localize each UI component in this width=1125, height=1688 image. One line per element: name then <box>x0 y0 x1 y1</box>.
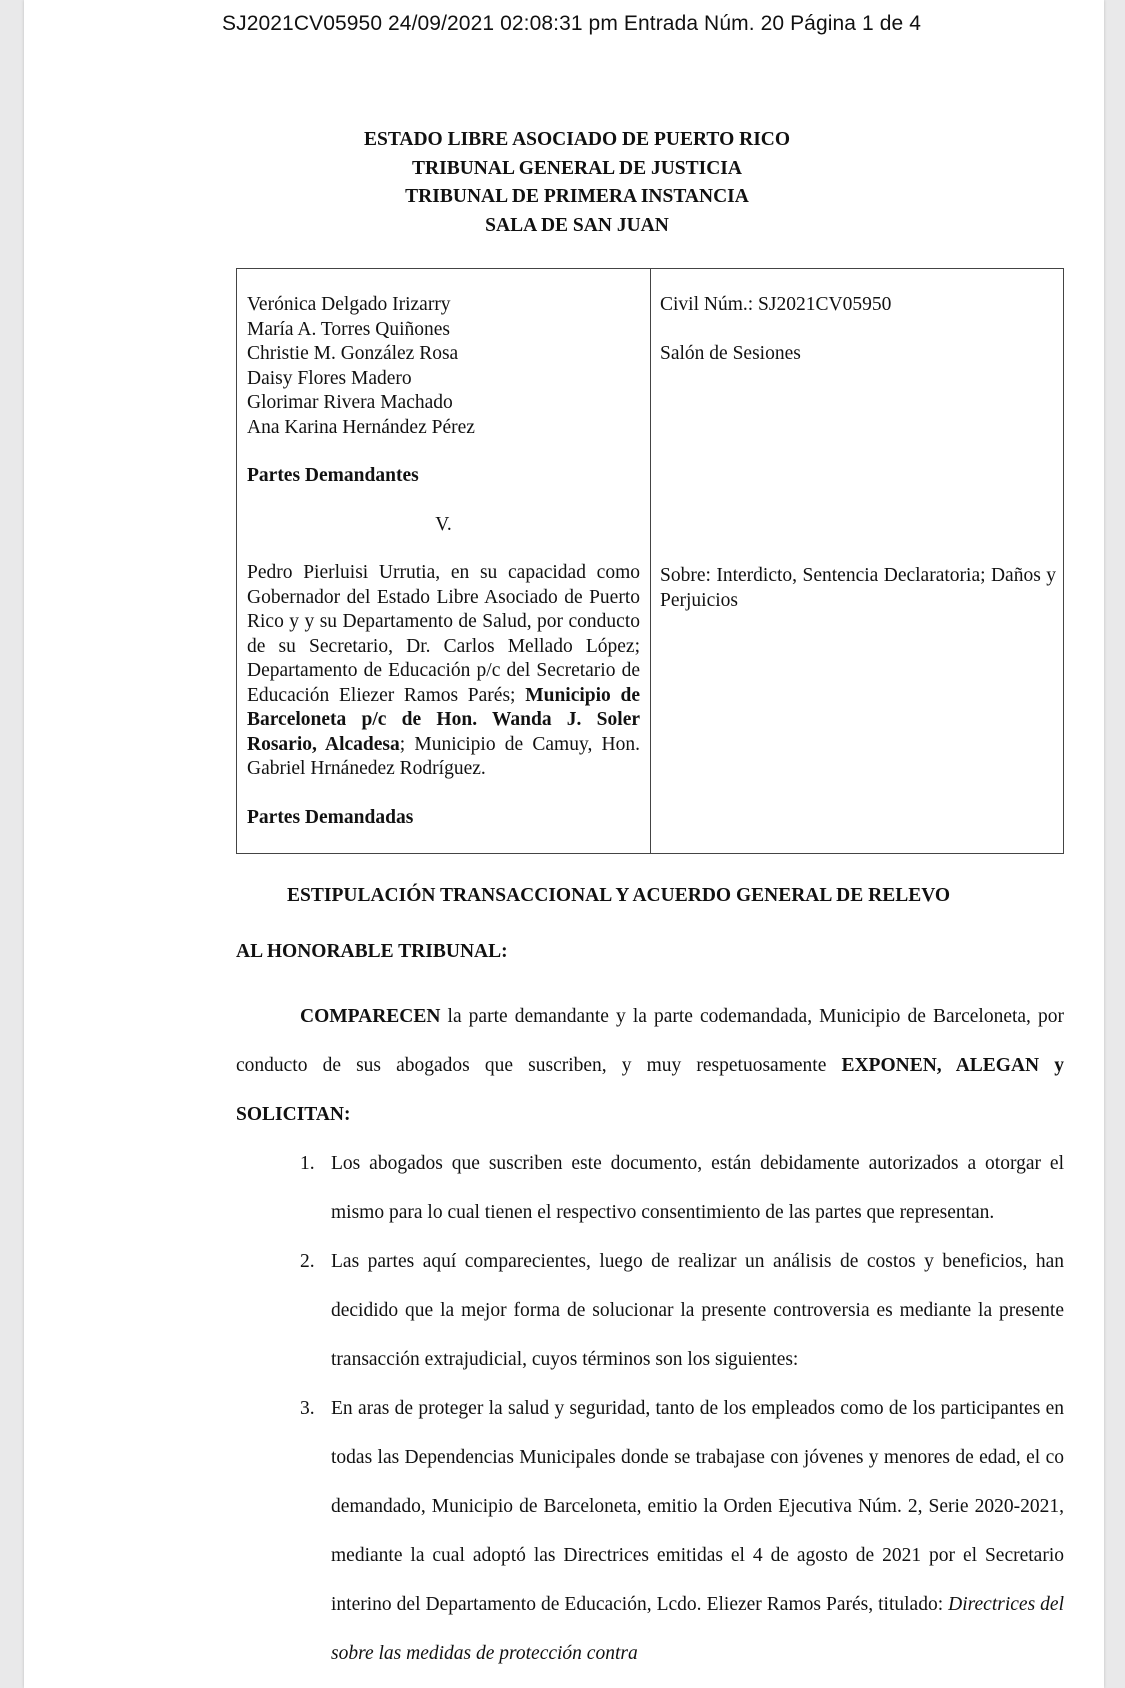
intro-text: la parte demandante y la parte codemandada, Municipio de Barceloneta, por conducto de sus abogados que suscriben, y muy respetuosamente <box>236 1006 1064 1076</box>
case-subject: Sobre: Interdicto, Sentencia Declaratoria; Daños y Perjuicios <box>660 565 1056 611</box>
plaintiff-name: Glorimar Rivera Machado <box>247 392 453 413</box>
item-text: Las partes aquí comparecientes, luego de realizar un análisis de costos y beneficios, han decidido que la mejor forma de solucionar la presente controversia es mediante la presente transacción extrajudicial, cuyos términos son los siguientes: <box>331 1251 1064 1370</box>
stamp-time: 02:08:31 pm <box>500 12 618 35</box>
plaintiff-name: Christie M. González Rosa <box>247 343 459 364</box>
case-caption-table <box>236 268 1064 854</box>
header-line-2: TRIBUNAL GENERAL DE JUSTICIA <box>412 157 742 179</box>
plaintiff-name: Daisy Flores Madero <box>247 367 412 389</box>
item-text: En aras de proteger la salud y seguridad, tanto de los empleados como de los participantes en todas las Dependencias Municipales donde se trabajase con jóvenes y menores de edad, el co demandado, Municipio de Barceloneta, emitio la Orden Ejecutiva Núm. 2, Serie 2020-2021, mediante la cual adoptó las Directrices emitidas el 4 de agosto de 2021 por el Secretario interino del Departamento de Educación, Lcdo. Eliezer Ramos Parés, titulado: <box>331 1398 1064 1615</box>
caption-case-info-column <box>660 293 1056 366</box>
item-text-block <box>331 1384 1064 1678</box>
header-line-4: SALA DE SAN JUAN <box>485 214 669 236</box>
numbered-clauses <box>236 1139 1064 1678</box>
intro-paragraph <box>236 992 1064 1139</box>
plaintiffs-label: Partes Demandantes <box>247 465 419 486</box>
plaintiff-name: Ana Karina Hernández Pérez <box>247 416 475 438</box>
defendants-text-end: ; Municipio de Camuy, Hon. Gabriel Hrnánedez Rodríguez. <box>247 733 640 779</box>
defendants-label: Partes Demandadas <box>247 806 414 828</box>
document-body <box>236 992 1064 1678</box>
salutation: AL HONORABLE TRIBUNAL: <box>236 941 508 962</box>
item-number: 2. <box>300 1251 315 1272</box>
item-italic-title: Directrices del sobre las medidas de protección contra <box>331 1594 1064 1664</box>
document-page <box>24 0 1104 1688</box>
civil-number: Civil Núm.: SJ2021CV05950 <box>660 294 892 315</box>
item-text: Los abogados que suscriben este documento, están debidamente autorizados a otorgar el mismo para lo cual tienen el respectivo consentimiento de las partes que representan. <box>331 1153 1064 1223</box>
document-title: ESTIPULACIÓN TRANSACCIONAL Y ACUERDO GENERAL DE RELEVO <box>287 885 951 906</box>
list-item <box>236 1139 1064 1237</box>
stamp-date: 24/09/2021 <box>388 12 495 35</box>
plaintiff-name: María A. Torres Quiñones <box>247 318 450 340</box>
defendants-text: Pedro Pierluisi Urrutia, en su capacidad como Gobernador del Estado Libre Asociado de Puerto Rico y y su Departamento de Salud, por conducto de su Secretario, Dr. Carlos Mellado López; Departamento de Educación p/c del Secretario de Educación Eliezer Ramos Parés; <box>247 562 640 706</box>
filing-stamp <box>222 12 921 36</box>
header-line-3: TRIBUNAL DE PRIMERA INSTANCIA <box>405 186 749 207</box>
item-number: 3. <box>300 1398 315 1419</box>
plaintiff-name: Verónica Delgado Irizarry <box>247 294 451 315</box>
intro-tail: EXPONEN, ALEGAN y SOLICITAN: <box>236 1055 1064 1125</box>
stamp-entry: Entrada Núm. 20 <box>623 12 785 35</box>
item-number: 1. <box>300 1153 315 1174</box>
caption-parties-column <box>247 293 640 830</box>
court-hall: Salón de Sesiones <box>660 342 801 364</box>
intro-lead: COMPARECEN <box>300 1006 441 1027</box>
court-header <box>24 126 1092 240</box>
header-line-1: ESTADO LIBRE ASOCIADO DE PUERTO RICO <box>363 129 791 150</box>
stamp-case: SJ2021CV05950 <box>222 12 383 35</box>
caption-divider <box>650 269 651 853</box>
stamp-page: Página 1 de 4 <box>790 12 921 35</box>
list-item <box>236 1384 1064 1678</box>
defendants-list <box>247 561 640 782</box>
versus-label: V. <box>435 513 452 535</box>
defendants-bold-text: Municipio de Barceloneta p/c de Hon. Wanda J. Soler Rosario, Alcadesa <box>247 684 640 755</box>
list-item <box>236 1237 1064 1384</box>
